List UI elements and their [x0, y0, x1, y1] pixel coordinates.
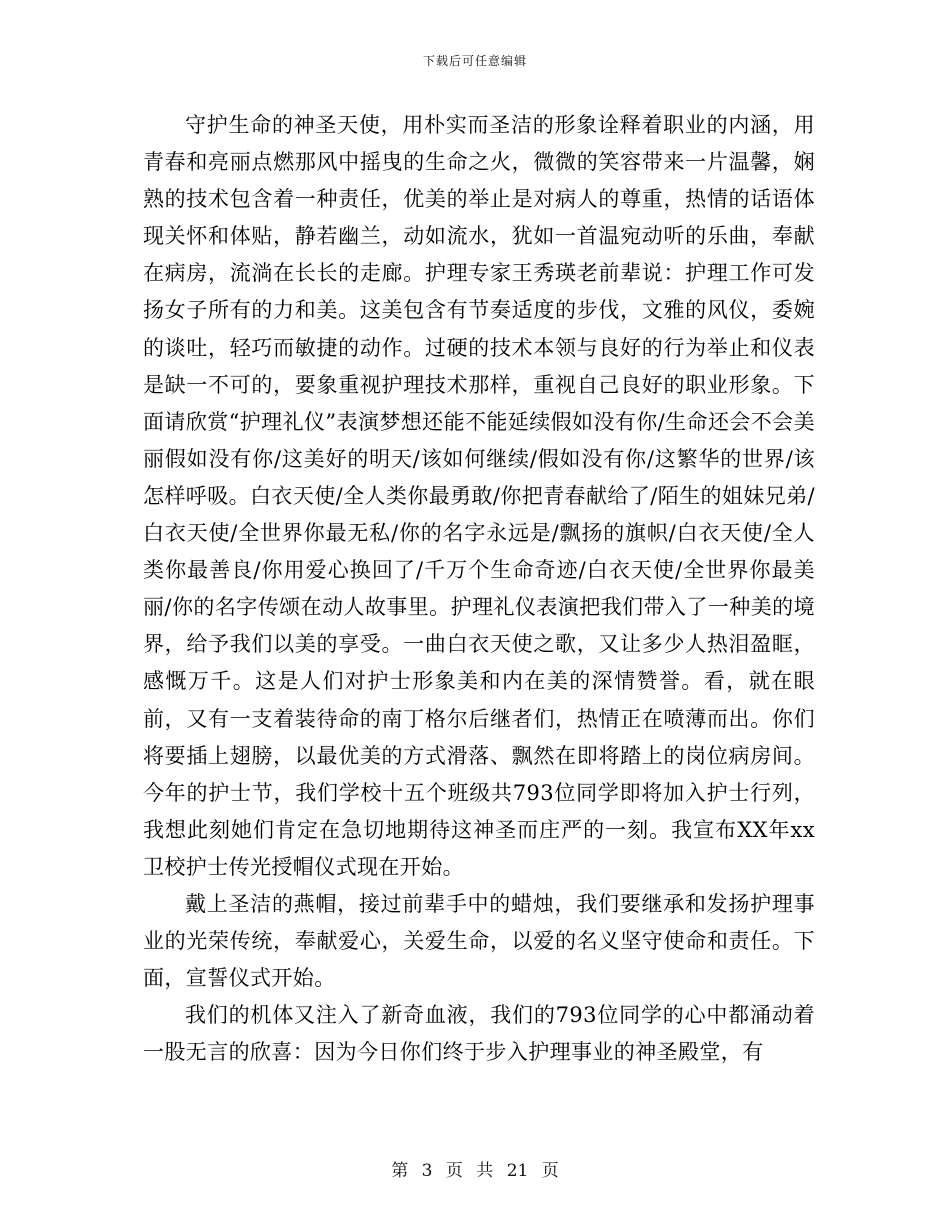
- body-paragraph: 我们的机体又注入了新奇血液，我们的793位同学的心中都涌动着一股无言的欣喜：因为今日你们终于步入护理事业的神圣殿堂，有: [143, 1003, 815, 1065]
- footer-page-word: 页: [445, 1161, 463, 1181]
- page-footer: [0, 1156, 950, 1181]
- footer-suffix: 页: [541, 1161, 559, 1181]
- current-page-number: 3: [421, 1161, 433, 1181]
- body-paragraph: 戴上圣洁的燕帽，接过前辈手中的蜡烛，我们要继承和发扬护理事业的光荣传统，奉献爱心，关爱生命，以爱的名义坚守使命和责任。下面，宣誓仪式开始。: [143, 891, 815, 991]
- body-paragraph: 守护生命的神圣天使，用朴实而圣洁的形象诠释着职业的内涵，用青春和亮丽点燃那风中摇曳的生命之火，微微的笑容带来一片温馨，娴熟的技术包含着一种责任，优美的举止是对病人的尊重，热情的话语体现关怀和体贴，静若幽兰，动如流水，犹如一首温宛动听的乐曲，奉献在病房，流淌在长长的走廊。护理专家王秀瑛老前辈说：护理工作可发扬女子所有的力和美。这美包含有节奏适度的步伐，文雅的风仪，委婉的谈吐，轻巧而敏捷的动作。过硬的技术本领与良好的行为举止和仪表是缺一不可的，要象重视护理技术那样，重视自己良好的职业形象。下面请欣赏“护理礼仪”表演梦想还能不能延续假如没有你/生命还会不会美丽假如没有你/这美好的明天/该如何继续/假如没有你/这繁华的世界/该怎样呼吸。白衣天使/全人类你最勇敢/你把青春献给了/陌生的姐妹兄弟/白衣天使/全世界你最无私/你的名字永远是/飘扬的旗帜/白衣天使/全人类你最善良/你用爱心换回了/千万个生命奇迹/白衣天使/全世界你最美丽/你的名字传颂在动人故事里。护理礼仪表演把我们带入了一种美的境界，给予我们以美的享受。一曲白衣天使之歌，又让多少人热泪盈眶，感慨万千。这是人们对护士形象美和内在美的深情赞誉。看，就在眼前，又有一支着装待命的南丁格尔后继者们，热情正在喷薄而出。你们将要插上翅膀，以最优美的方式滑落、飘然在即将踏上的岗位病房间。今年的护士节，我们学校十五个班级共793位同学即将加入护士行列，我想此刻她们肯定在急切地期待这神圣而庄严的一刻。我宣布XX年xx卫校护士传光授帽仪式现在开始。: [143, 113, 815, 879]
- total-pages-number: 21: [506, 1161, 529, 1181]
- page-header-note: 下载后可任意编辑: [422, 54, 527, 68]
- footer-prefix: 第: [391, 1161, 409, 1181]
- footer-total-word: 共: [476, 1161, 494, 1181]
- document-body: [143, 107, 815, 1071]
